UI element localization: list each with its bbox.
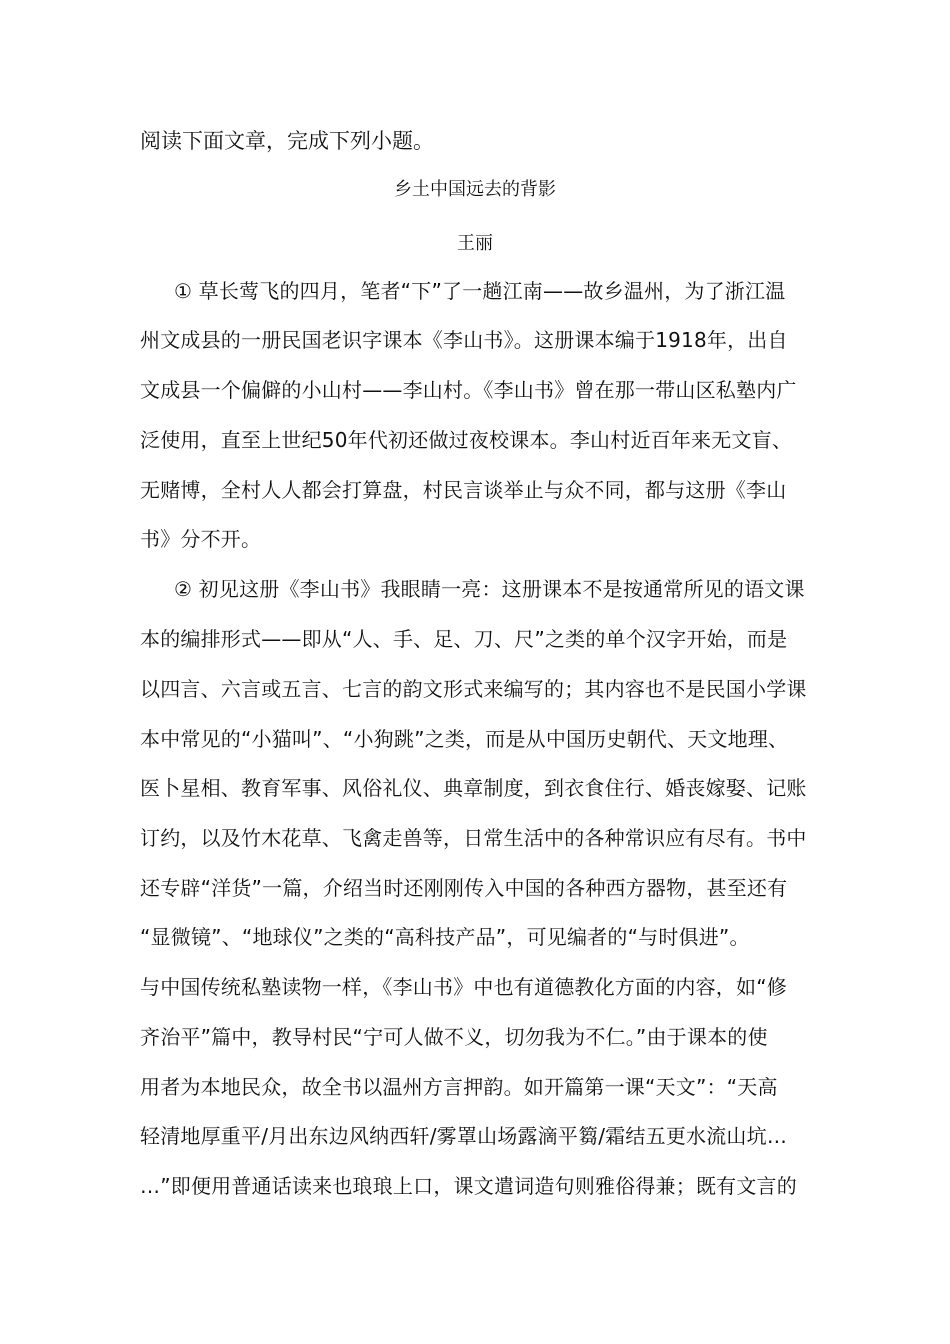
paragraph-line: ② 初见这册《李山书》我眼睛一亮：这册课本不是按通常所见的语文课 (174, 577, 805, 601)
paragraph-line: 医卜星相、教育军事、风俗礼仪、典章制度，到衣食住行、婚丧嫁娶、记账 (140, 776, 807, 800)
article-author: 王丽 (457, 233, 493, 254)
instruction-text: 阅读下面文章，完成下列小题。 (140, 129, 434, 153)
paragraph-line: 齐治平”篇中，教导村民“宁可人做不义，切勿我为不仁。”由于课本的使 (140, 1025, 768, 1049)
paragraph-line: …”即便用普通话读来也琅琅上口，课文遣词造句则雅俗得兼；既有文言的 (140, 1174, 797, 1198)
paragraph-line: ① 草长莺飞的四月，笔者“下”了一趟江南——故乡温州，为了浙江温 (174, 279, 786, 303)
paragraph-line: 与中国传统私塾读物一样，《李山书》中也有道德教化方面的内容，如“修 (140, 975, 787, 999)
paragraph-line: 订约，以及竹木花草、飞禽走兽等，日常生活中的各种常识应有尽有。书中 (140, 826, 807, 850)
paragraph-line: 以四言、六言或五言、七言的韵文形式来编写的；其内容也不是民国小学课 (140, 677, 807, 701)
paragraph-line: 本的编排形式——即从“人、手、足、刀、尺”之类的单个汉字开始，而是 (140, 627, 788, 651)
paragraph-line: 无赌博，全村人人都会打算盘，村民言谈举止与众不同，都与这册《李山 (140, 478, 787, 502)
paragraph-line: 书》分不开。 (140, 527, 262, 551)
article-title: 乡土中国远去的背影 (394, 179, 556, 200)
paragraph-line: 本中常见的“小猫叫”、“小狗跳”之类，而是从中国历史朝代、天文地理、 (140, 727, 789, 751)
paragraph-line: “显微镜”、“地球仪”之类的“高科技产品”，可见编者的“与时俱进”。 (140, 925, 750, 949)
paragraph-line: 用者为本地民众，故全书以温州方言押韵。如开篇第一课“天文”：“天高 (140, 1075, 778, 1099)
paragraph-line: 轻清地厚重平/月出东边风纳西轩/雾罩山场露滴平篘/霜结五更水流山坑… (140, 1124, 788, 1148)
paragraph-line: 文成县一个偏僻的小山村——李山村。《李山书》曾在那一带山区私塾内广 (140, 378, 797, 402)
paragraph-line: 还专辟“洋货”一篇，介绍当时还刚刚传入中国的各种西方器物，甚至还有 (140, 876, 788, 900)
paragraph-line: 州文成县的一册民国老识字课本《李山书》。这册课本编于1918年，出自 (140, 328, 788, 352)
paragraph-line: 泛使用，直至上世纪50年代初还做过夜校课本。李山村近百年来无文盲、 (140, 428, 793, 452)
